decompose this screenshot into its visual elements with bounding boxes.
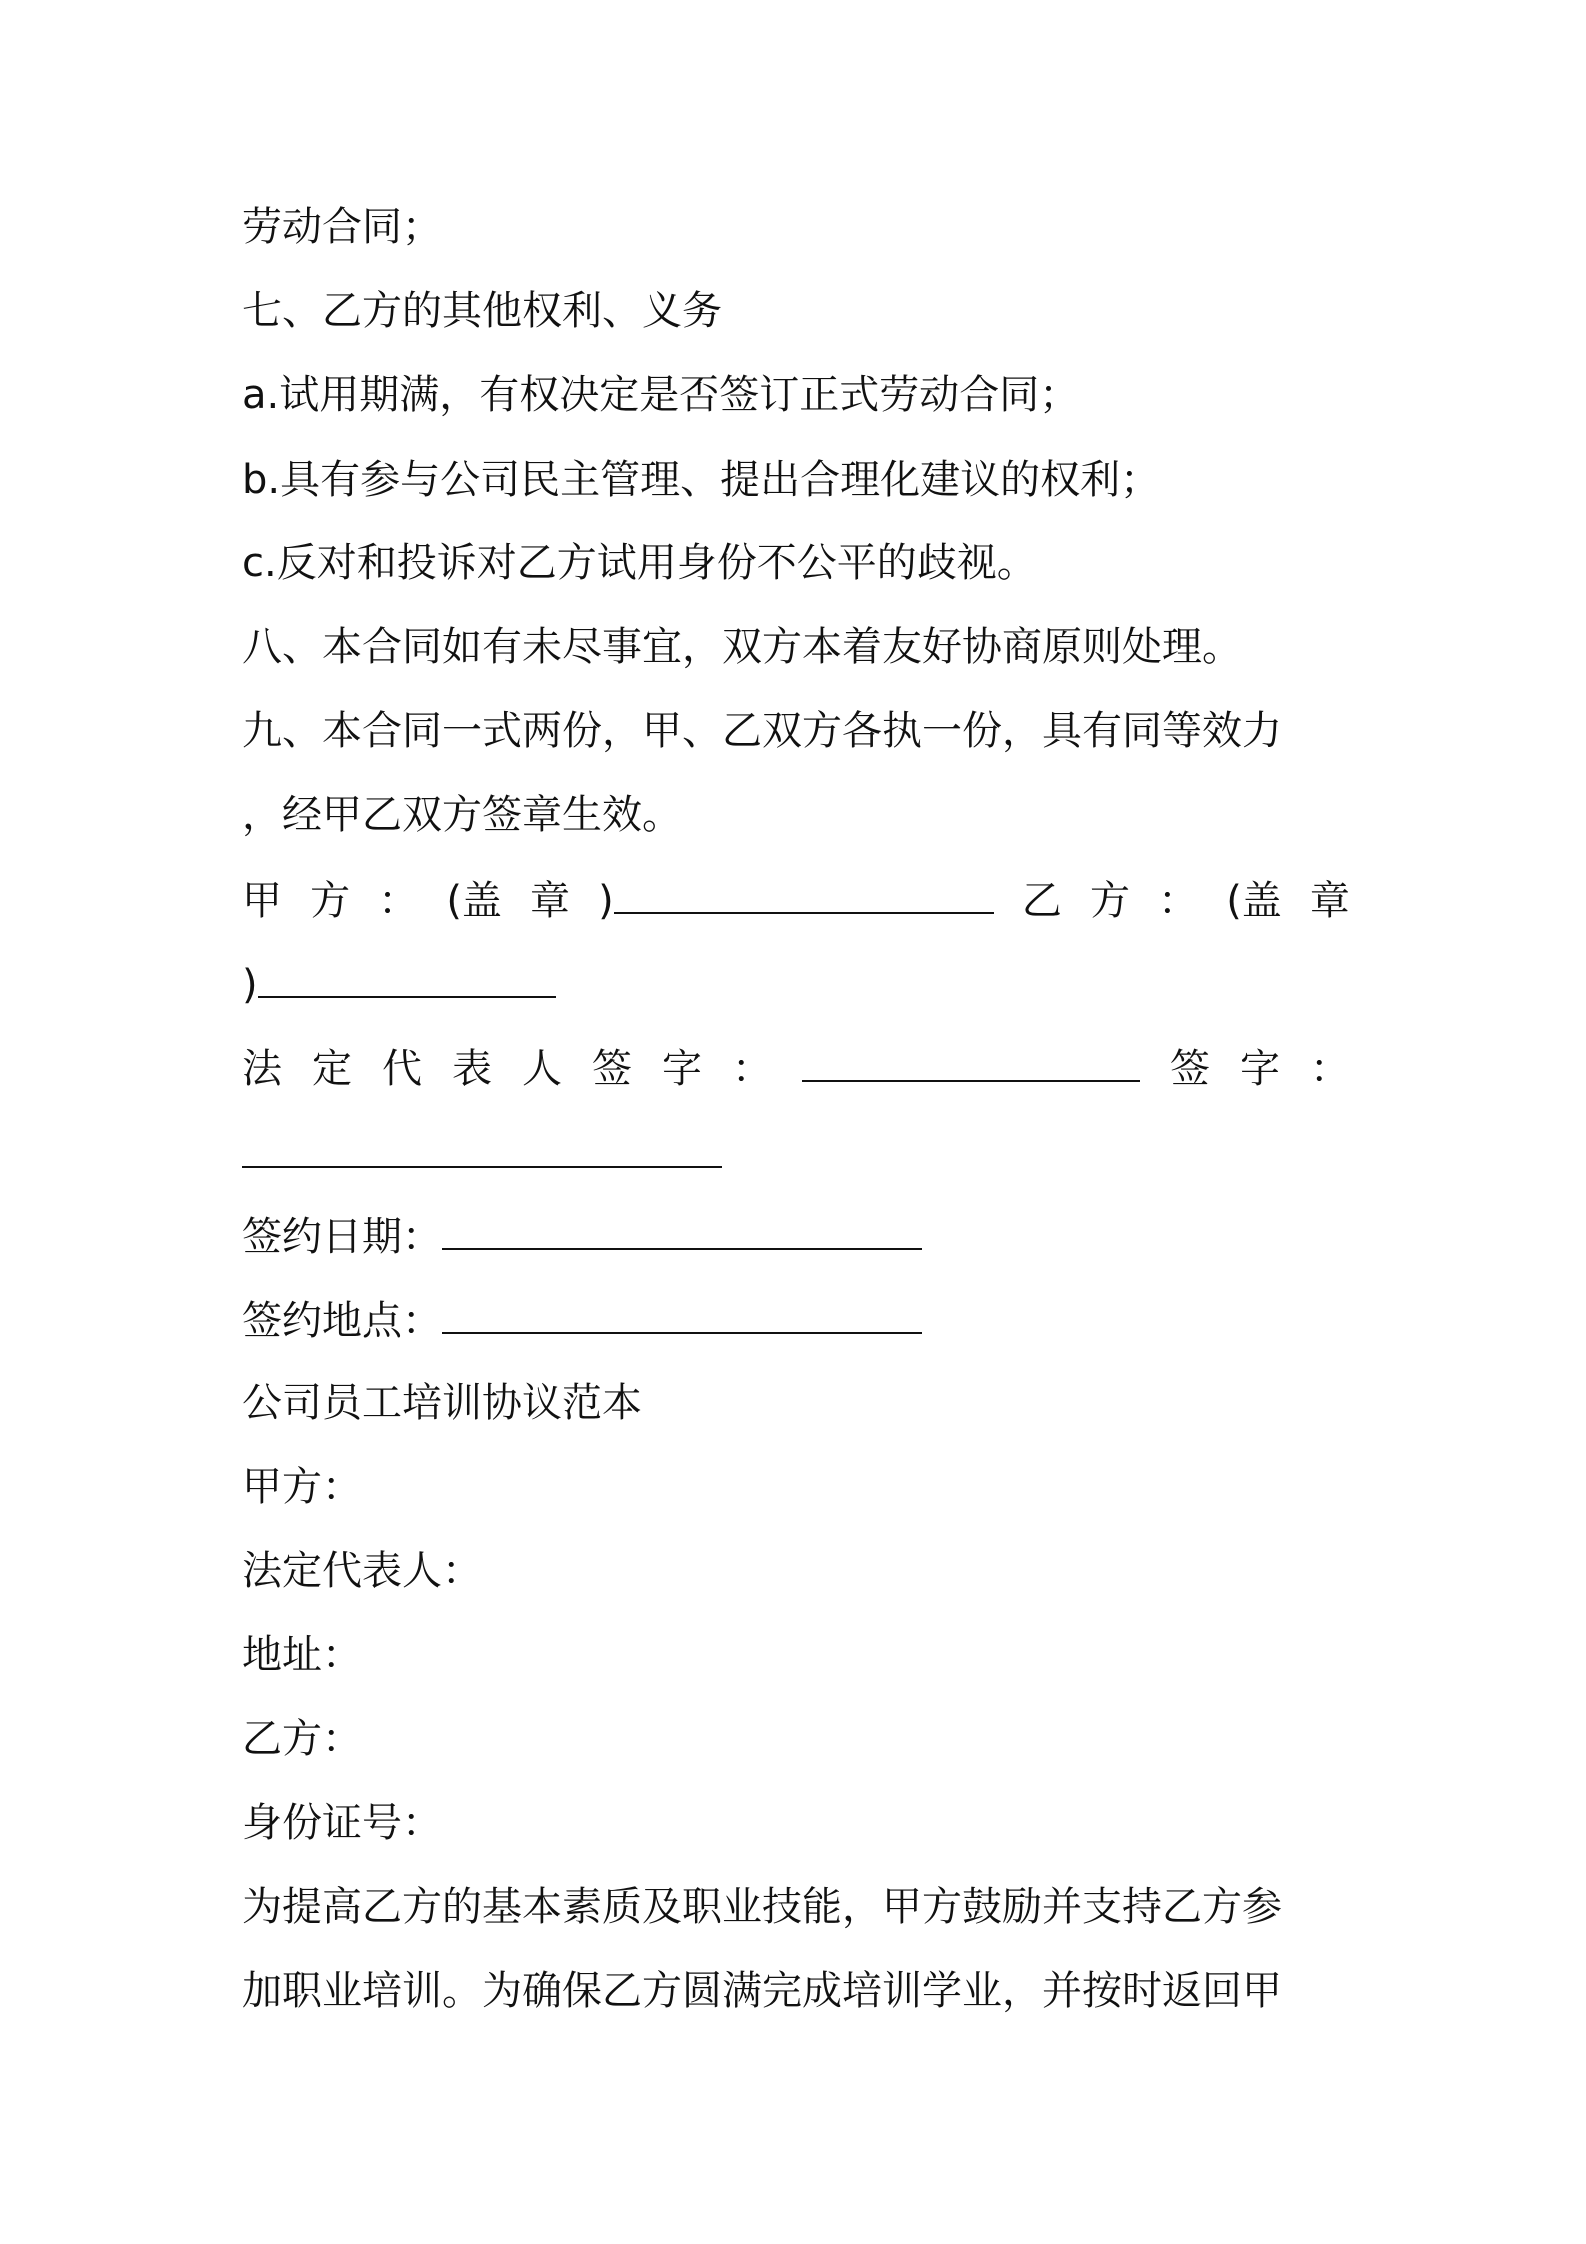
party-a-label-char: ): [598, 878, 614, 924]
sign-label-char: 签: [1170, 1046, 1210, 1092]
text-line: 加职业培训。为确保乙方圆满完成培训学业，并按时返回甲: [242, 1968, 1282, 2014]
seal-line: [242, 874, 1350, 926]
legal-rep-label-char: 定: [312, 1046, 352, 1092]
sign-place-label: 签约地点：: [242, 1298, 442, 1344]
legal-rep-label-char: 代: [382, 1046, 422, 1092]
party-a-seal-blank: [614, 874, 994, 914]
legal-rep-sign-blank: [802, 1042, 1140, 1082]
id-number-field: 身份证号：: [242, 1800, 442, 1846]
agreement-title: 公司员工培训协议范本: [242, 1380, 642, 1426]
party-b-close: ): [242, 962, 258, 1008]
party-b-label-char: 章: [1309, 878, 1350, 924]
party-b-sign-blank: [242, 1128, 722, 1168]
legal-rep-label-char: 表: [452, 1046, 492, 1092]
legal-rep-label-char: 人: [522, 1046, 562, 1092]
legal-rep-label-char: 字: [662, 1046, 702, 1092]
party-b-label-char: ：: [1158, 878, 1199, 924]
sign-date-blank: [442, 1210, 922, 1250]
party-a-field: 甲方：: [242, 1464, 362, 1510]
text-line: a.试用期满，有权决定是否签订正式劳动合同；: [242, 372, 1080, 418]
text-line: ，经甲乙双方签章生效。: [242, 792, 682, 838]
party-b-label-char: (盖: [1226, 878, 1282, 924]
text-line: c.反对和投诉对乙方试用身份不公平的歧视。: [242, 540, 1037, 586]
legal-rep-sign-line: [242, 1042, 1350, 1094]
party-b-seal-line: [242, 958, 556, 1010]
party-a-label-char: ：: [378, 878, 419, 924]
party-b-sign-line: [242, 1128, 722, 1180]
section-heading: 七、乙方的其他权利、义务: [242, 288, 722, 334]
legal-rep-label-char: 签: [592, 1046, 632, 1092]
sign-place-blank: [442, 1294, 922, 1334]
section-heading: 八、本合同如有未尽事宜，双方本着友好协商原则处理。: [242, 624, 1242, 670]
address-field: 地址：: [242, 1632, 362, 1678]
party-a-label-char: 方: [310, 878, 351, 924]
party-a-seal-group: [598, 874, 994, 926]
section-heading: 九、本合同一式两份，甲、乙双方各执一份，具有同等效力: [242, 708, 1282, 754]
party-a-label-char: 甲: [242, 878, 282, 924]
text-line: 劳动合同；: [242, 204, 442, 250]
party-b-label-char: 乙: [1021, 878, 1062, 924]
text-line: 为提高乙方的基本素质及职业技能，甲方鼓励并支持乙方参: [242, 1884, 1282, 1930]
text-line: b.具有参与公司民主管理、提出合理化建议的权利；: [242, 457, 1161, 503]
sign-date-label: 签约日期：: [242, 1214, 442, 1260]
legal-rep-label-char: ：: [732, 1046, 772, 1092]
sign-label-char: 字: [1240, 1046, 1280, 1092]
legal-rep-field: 法定代表人：: [242, 1548, 482, 1594]
party-b-field: 乙方：: [242, 1716, 362, 1762]
sign-place-line: [242, 1294, 922, 1346]
party-a-label-char: (盖: [446, 878, 502, 924]
legal-rep-label-char: 法: [242, 1046, 282, 1092]
sign-label-char: ：: [1310, 1046, 1350, 1092]
party-b-label-char: 方: [1089, 878, 1130, 924]
party-b-seal-blank: [258, 958, 556, 998]
sign-date-line: [242, 1210, 922, 1262]
party-a-label-char: 章: [530, 878, 571, 924]
